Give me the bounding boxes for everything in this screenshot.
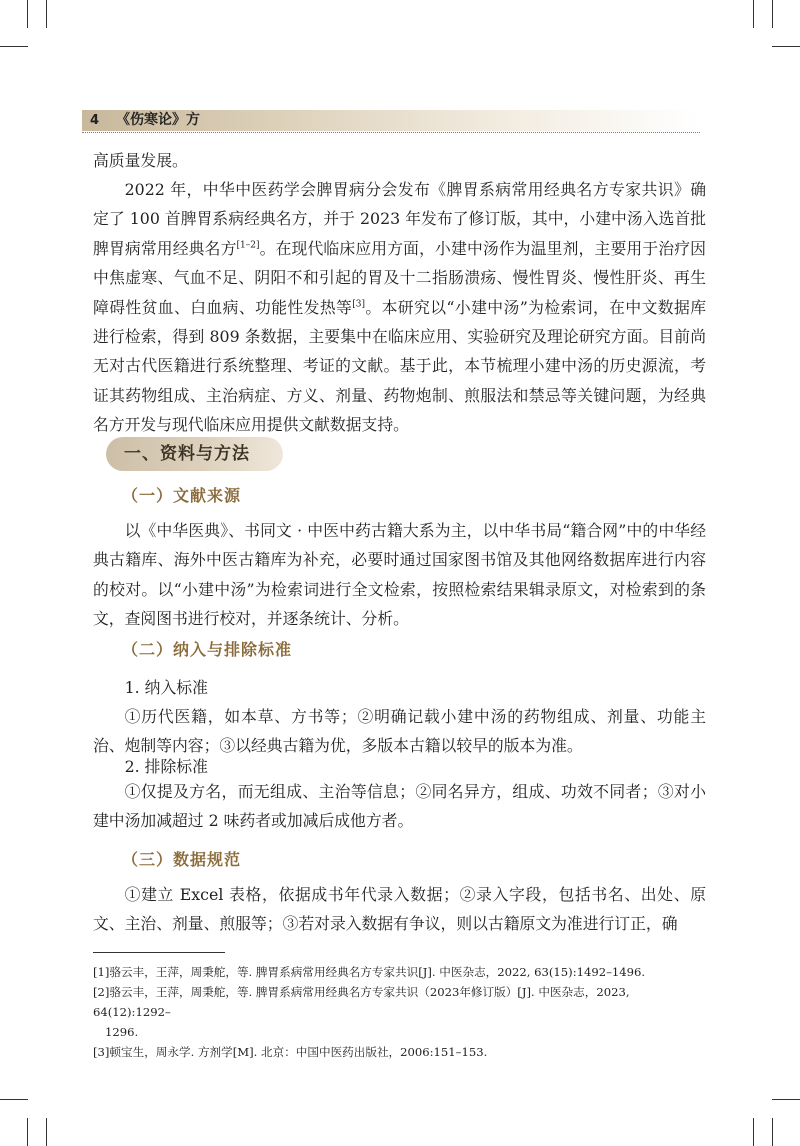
paragraph-text: 。在现代临床应用方面，小建中汤作为温里剂，主要用于治疗因中焦虚寒、气血不足、阴阳不和引起的胃及十二指肠溃疡、慢性胃炎、慢性肝炎、再生障碍性贫血、白血病、功能性发热等 — [93, 238, 706, 317]
crop-mark — [0, 46, 28, 47]
paragraph — [93, 175, 706, 440]
footnote: [2]骆云丰，王萍，周秉舵，等. 脾胃系病常用经典名方专家共识（2023年修订版）[J]. 中医杂志，2023, 64(12):1292– — [93, 985, 630, 1019]
crop-mark — [772, 46, 800, 47]
running-title: 《伤寒论》方 — [116, 112, 200, 128]
footnote: [3]顿宝生，周永学. 方剂学[M]. 北京：中国中医药出版社，2006:151–153. — [93, 1045, 488, 1059]
crop-mark — [753, 1118, 754, 1146]
crop-mark — [753, 0, 754, 28]
crop-mark — [772, 1099, 800, 1100]
paragraph-text: 。本研究以“小建中汤”为检索词，在中文数据库进行检索，得到 809 条数据，主要集中在临床应用、实验研究及理论研究方面。目前尚无对古代医籍进行系统整理、考证的文献。基于此，本节梳理小建中汤的历史源流，考证其药物组成、主治病症、方义、剂量、药物炮制、煎服法和禁忌等关键问题，为经典名方开发与现代临床应用提供文献数据支持。 — [93, 297, 706, 435]
section-heading-text: 一、资料与方法 — [124, 444, 250, 464]
paragraph: ①历代医籍，如本草、方书等；②明确记载小建中汤的药物组成、剂量、功能主治、炮制等内容；③以经典古籍为优，多版本古籍以较早的版本为准。 — [93, 707, 706, 756]
footnote: [1]骆云丰，王萍，周秉舵，等. 脾胃系病常用经典名方专家共识[J]. 中医杂志，2022, 63(15):1492–1496. — [93, 965, 646, 979]
running-header — [82, 110, 700, 132]
crop-mark — [46, 0, 47, 28]
paragraph: 以《中华医典》、书同文 · 中医中药古籍大系为主，以中华书局“籍合网”中的中华经典古籍库、海外中医古籍库为补充，必要时通过国家图书馆及其他网络数据库进行内容的校对。以“小建中汤”为检索词进行全文检索，按照检索结果辑录原文，对检索到的条文，查阅图书进行校对，并逐条统计、分析。 — [93, 521, 706, 629]
footnotes — [93, 962, 705, 1062]
list-label: 2. 排除标准 — [124, 757, 208, 776]
citation-ref: [3] — [352, 299, 365, 310]
paragraph: 高质量发展。 — [93, 151, 188, 170]
crop-mark — [27, 0, 28, 28]
subsection-heading: （三）数据规范 — [122, 850, 242, 869]
list-label: 1. 纳入标准 — [124, 678, 208, 697]
crop-mark — [772, 0, 773, 28]
paragraph: ①仅提及方名，而无组成、主治等信息；②同名异方，组成、功效不同者；③对小建中汤加减超过 2 味药者或加减后成他方者。 — [93, 782, 706, 831]
crop-mark — [772, 1118, 773, 1146]
subsection-heading: （二）纳入与排除标准 — [122, 640, 293, 659]
crop-mark — [0, 1099, 28, 1100]
page-number: 4 — [90, 113, 100, 128]
header-dotted-rule — [82, 132, 700, 133]
paragraph-text: 2022 年，中华中医药学会脾胃病分会发布《脾胃系病常用经典名方专家共识》确定了 100 首脾胃系病经典名方，并于 2023 年发布了修订版，其中，小建中汤入选首批脾胃病常用经典名方 — [93, 180, 706, 258]
citation-ref: [1–2] — [236, 240, 260, 251]
footnote-continuation: 1296. — [105, 1025, 139, 1039]
footnote-rule — [93, 952, 225, 953]
subsection-heading: （一）文献来源 — [122, 486, 242, 505]
crop-mark — [27, 1118, 28, 1146]
section-heading — [106, 437, 283, 471]
crop-mark — [46, 1118, 47, 1146]
paragraph: ①建立 Excel 表格，依据成书年代录入数据；②录入字段，包括书名、出处、原文、主治、剂量、煎服等；③若对录入数据有争议，则以古籍原文为准进行订正，确 — [93, 885, 706, 934]
